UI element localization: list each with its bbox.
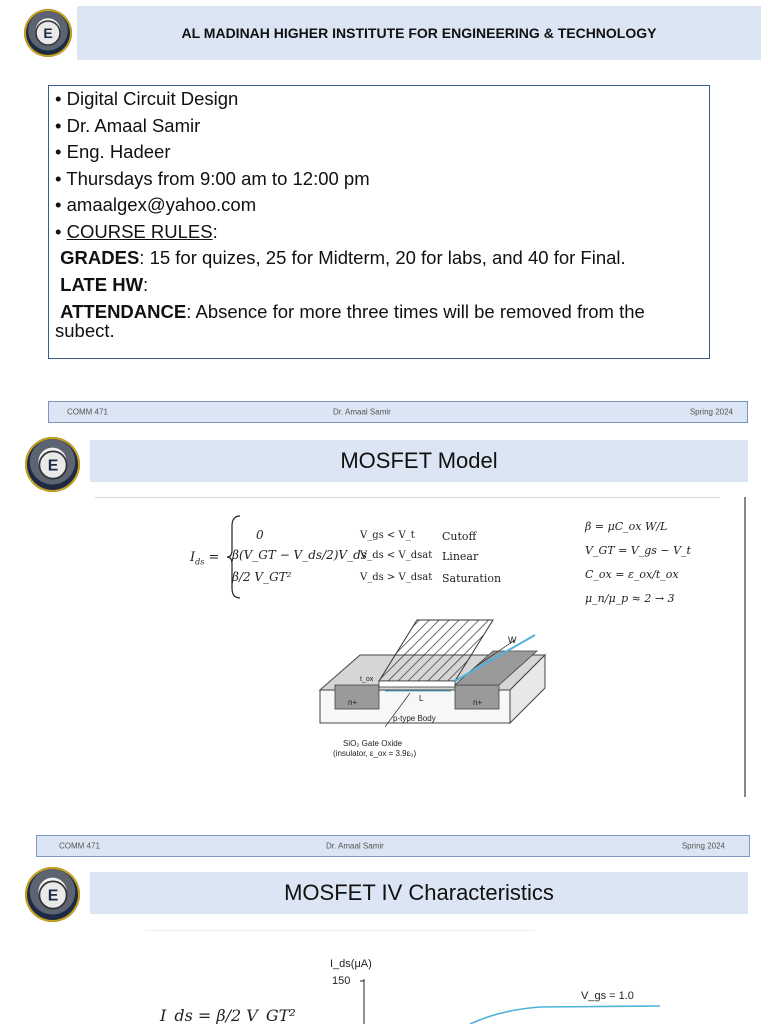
y-tick-150: 150	[332, 975, 351, 987]
assistant-name: Eng. Hadeer	[66, 141, 171, 162]
te-emblem-icon	[36, 448, 70, 482]
content-right-rule	[744, 497, 746, 797]
footer-instructor: Dr. Amaal Samir	[333, 407, 391, 417]
region-linear: Linear	[442, 550, 479, 563]
slide-title-banner	[90, 872, 748, 914]
case-cond-cutoff: V_gs < V_t	[360, 530, 415, 541]
source-label: n+	[348, 698, 358, 707]
course-info-box	[48, 85, 710, 359]
svg-text:E: E	[47, 457, 58, 475]
course-name: Digital Circuit Design	[66, 88, 239, 109]
late-hw-rule: LATE HW:	[60, 273, 149, 295]
mobility-ratio: μ_n/μ_p ≈ 2 → 3	[585, 592, 675, 605]
footer-course: COMM 471	[59, 841, 100, 851]
mosfet-cross-section-diagram	[315, 615, 555, 775]
info-item: • Eng. Hadeer	[55, 141, 171, 162]
y-axis-label: I_ds(μA)	[330, 958, 372, 970]
footer-term: Spring 2024	[689, 407, 733, 417]
iv-curve	[470, 1006, 660, 1024]
region-cutoff: Cutoff	[442, 530, 477, 543]
drain-label: n+	[473, 698, 483, 707]
side-equations	[585, 515, 725, 611]
case-expr-cutoff: 0	[256, 528, 264, 542]
info-item: • Digital Circuit Design	[55, 88, 239, 109]
content-top-rule	[145, 930, 535, 931]
curve-label: V_gs = 1.0	[581, 990, 634, 1002]
institute-banner	[77, 6, 761, 60]
course-rules-heading: • COURSE RULES:	[55, 220, 218, 242]
footer-course: COMM 471	[67, 407, 108, 417]
content-top-rule	[95, 497, 720, 498]
slide-footer	[36, 835, 750, 857]
info-item: • Thursdays from 9:00 am to 12:00 pm	[55, 167, 370, 189]
svg-text:E: E	[43, 25, 53, 41]
te-emblem-icon	[33, 18, 63, 48]
slide-footer	[48, 401, 748, 423]
cox-equation: C_ox = ε_ox/t_ox	[585, 568, 679, 581]
institute-name: AL MADINAH HIGHER INSTITUTE FOR ENGINEERING & TECHNOLOGY	[181, 25, 657, 41]
schedule: Thursdays from 9:00 am to 12:00 pm	[66, 167, 370, 189]
body-label: p-type Body	[393, 714, 436, 723]
slide-title-banner	[90, 440, 748, 482]
attendance-rule: ATTENDANCE: Absence for more three times will be removed from the subect.	[55, 301, 645, 341]
case-expr-linear: β(V_GT − V_ds/2)V_ds	[232, 548, 367, 562]
email: amaalgex@yahoo.com	[66, 194, 257, 215]
case-cond-linear: V_ds < V_dsat	[360, 550, 433, 561]
case-cond-saturation: V_ds > V_dsat	[360, 572, 433, 583]
drain-current-equation: $I_{ds}$ = 0 β(V_GT − V_ds/2)V_ds β/2 V_GT² V_gs < V_t V_ds < V_dsat V_ds > V_dsat Cutoff Linear Saturation	[190, 510, 560, 600]
instructor-name: Dr. Amaal Samir	[66, 114, 201, 136]
region-saturation: Saturation	[442, 572, 502, 585]
case-expr-saturation: β/2 V_GT²	[232, 570, 292, 584]
grades-rule: GRADES: 15 for quizes, 25 for Midterm, 20 for labs, and 40 for Final.	[60, 247, 626, 268]
svg-text:E: E	[47, 887, 58, 905]
footer-instructor: Dr. Amaal Samir	[326, 841, 384, 851]
te-emblem-icon	[36, 878, 70, 912]
vgt-equation: V_GT = V_gs − V_t	[585, 544, 691, 557]
tox-label: t_ox	[360, 676, 374, 683]
slide-title: MOSFET Model	[340, 448, 498, 473]
width-label: W	[508, 635, 517, 645]
slide-title: MOSFET IV Characteristics	[284, 880, 554, 905]
iv-characteristics-plot	[140, 955, 700, 1024]
institute-logo	[24, 9, 72, 57]
info-item: • amaalgex@yahoo.com	[55, 194, 257, 215]
beta-equation: β = μC_ox W/L	[585, 520, 668, 533]
info-item: • Dr. Amaal Samir	[55, 114, 201, 136]
saturation-equation: I_ds = β/2 V_GT²	[160, 1006, 296, 1024]
footer-term: Spring 2024	[681, 841, 725, 851]
oxide-label: SiO₂ Gate Oxide	[343, 739, 403, 748]
institute-logo	[25, 437, 80, 492]
institute-logo	[25, 867, 80, 922]
insulator-label: (insulator, ε_ox = 3.9ε₀)	[333, 749, 417, 758]
length-label: L	[419, 694, 424, 703]
